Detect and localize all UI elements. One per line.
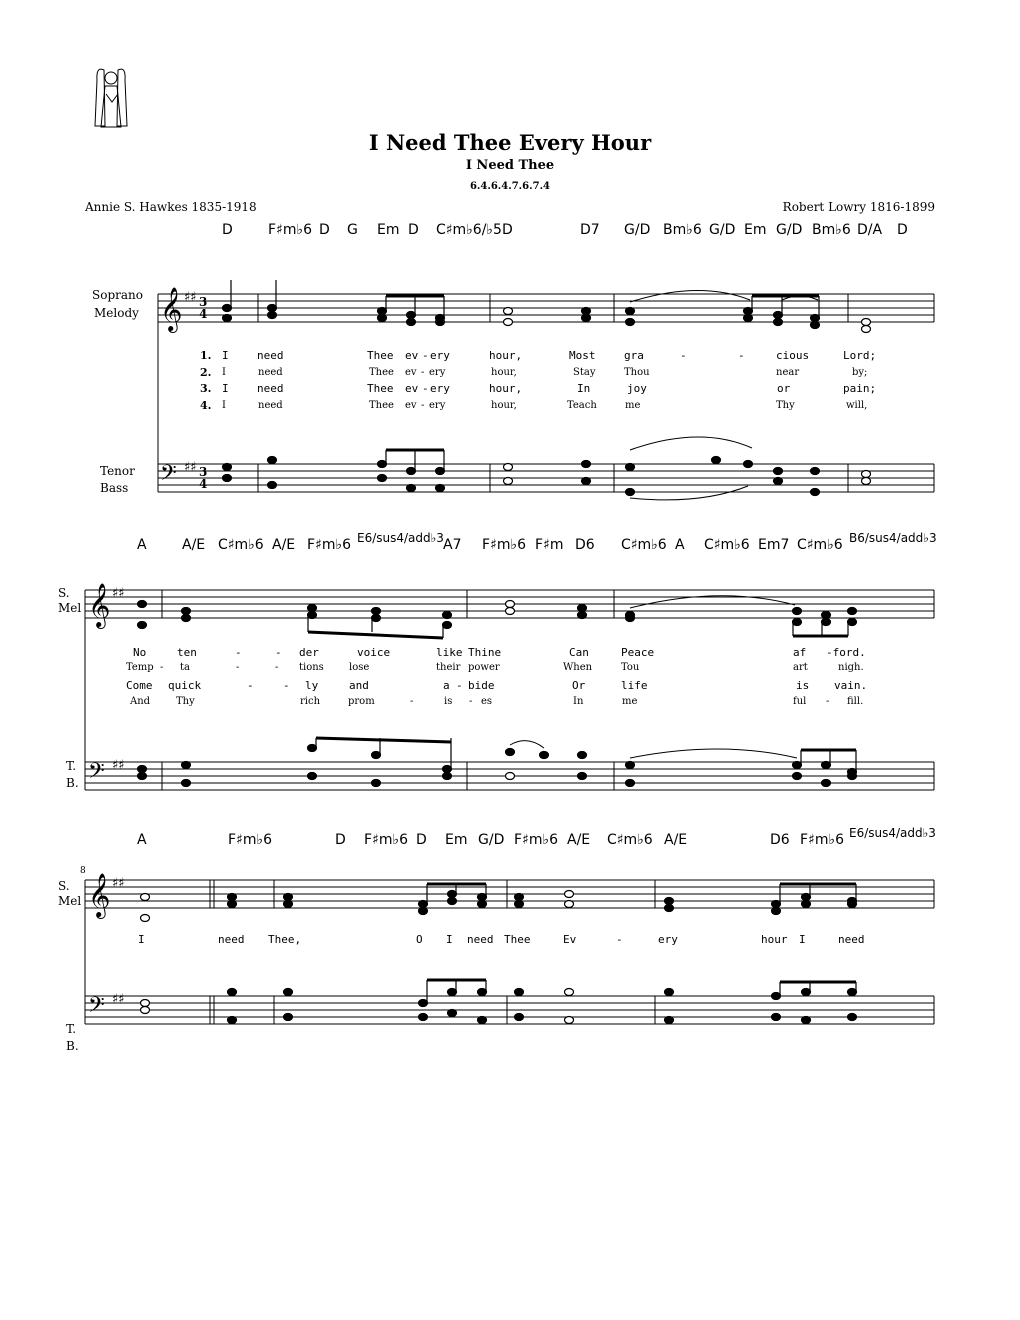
soprano-notes <box>223 280 871 333</box>
lyric-syllable: fill. <box>847 696 864 707</box>
lyric-syllable: Can <box>569 646 589 659</box>
lyric-syllable: Come <box>126 679 153 692</box>
treble-clef-icon: 𝄞 <box>160 287 183 331</box>
lyric-syllable: me <box>622 696 638 707</box>
verse-number: 2. <box>200 366 212 379</box>
lyric-syllable: - <box>275 662 279 673</box>
lyric-syllable: lose <box>349 662 370 673</box>
mel-short-label: Mel <box>58 601 82 615</box>
chord: F♯m♭6 <box>307 537 351 553</box>
lyric-syllable: a <box>443 679 450 692</box>
lyric-syllable: like <box>436 646 463 659</box>
lyric-syllable: Thine <box>468 646 502 659</box>
lyric-syllable: -ford. <box>826 646 866 659</box>
chord: D <box>897 222 908 238</box>
lyric-syllable: der <box>299 646 319 659</box>
chord: D <box>319 222 330 238</box>
lyric-syllable: will, <box>846 400 868 411</box>
lyric-syllable: prom <box>348 696 375 707</box>
lyric-syllable: In <box>573 696 584 707</box>
lyric-syllable: - <box>456 679 463 692</box>
lyric-syllable: Ev <box>563 933 577 946</box>
lyric-syllable: - <box>422 382 429 395</box>
treble-clef-icon: 𝄞 <box>88 583 111 627</box>
chord: G/D <box>624 222 651 238</box>
bass-clef-icon: 𝄢 <box>88 993 105 1023</box>
chord: B6/sus4/add♭3 <box>849 531 937 545</box>
lyric-syllable: need <box>218 933 245 946</box>
lyric-syllable: and <box>349 679 369 692</box>
bass-clef-icon: 𝄢 <box>88 759 105 789</box>
lyric-syllable: ev <box>405 349 419 362</box>
chord: F♯m♭6 <box>514 832 558 848</box>
mel-short-label: Mel <box>58 894 82 908</box>
lyric-syllable: power <box>468 662 500 673</box>
lyric-syllable: - <box>738 349 745 362</box>
lyric-syllable: ev <box>405 382 419 395</box>
chord: D6 <box>575 537 595 553</box>
lyric-syllable: I <box>138 933 145 946</box>
bass-label: Bass <box>100 481 129 495</box>
chord: C♯m♭6 <box>218 537 264 553</box>
key-sharp-icon: ♯♯ <box>112 758 125 773</box>
lyric-syllable: - <box>422 349 429 362</box>
lyric-syllable: Stay <box>573 367 596 378</box>
lyric-syllable: When <box>563 662 593 673</box>
lyric-syllable: Thee, <box>268 933 302 946</box>
lyric-syllable: - <box>421 367 425 378</box>
slur <box>630 596 795 608</box>
chord: F♯m♭6 <box>228 832 272 848</box>
slur <box>630 749 797 758</box>
lyric-syllable: hour, <box>491 400 517 411</box>
time-sig-top: 3 <box>199 465 208 479</box>
chord: E6/sus4/add♭3 <box>357 531 444 545</box>
chord: C♯m♭6 <box>621 537 667 553</box>
chord: A7 <box>443 537 462 553</box>
verse-number: 4. <box>200 399 212 412</box>
measure-number: 8 <box>80 866 86 876</box>
soprano-label: Soprano <box>92 288 143 302</box>
lyric-syllable: ev <box>405 367 417 378</box>
lyric-syllable: Thee <box>367 382 394 395</box>
angel-logo-icon <box>95 69 127 127</box>
lyric-syllable: Thy <box>176 696 195 707</box>
lyric-syllable: - <box>283 679 290 692</box>
lyric-syllable: ery <box>658 933 678 946</box>
chord: A <box>137 832 147 848</box>
lyric-syllable: ery <box>430 349 450 362</box>
lyric-syllable: Teach <box>567 400 597 411</box>
lyric-syllable: ly <box>305 679 319 692</box>
lyric-syllable: need <box>467 933 494 946</box>
chord: D <box>408 222 419 238</box>
lyric-syllable: Or <box>572 679 586 692</box>
lyric-syllable: Lord; <box>843 349 877 362</box>
lyric-syllable: vain. <box>834 679 868 692</box>
lyric-syllable: nigh. <box>838 662 864 673</box>
chord: A/E <box>664 832 688 848</box>
lyric-syllable: And <box>130 696 151 707</box>
key-sharp-icon: ♯♯ <box>184 460 197 475</box>
lyric-syllable: - <box>616 933 623 946</box>
lyric-syllable: gra <box>624 349 644 362</box>
lyric-syllable: voice <box>357 646 391 659</box>
lyric-syllable: bide <box>468 679 495 692</box>
key-sharp-icon: ♯♯ <box>112 876 125 891</box>
lyric-syllable: Tou <box>621 662 640 673</box>
hymn-subtitle: I Need Thee <box>465 158 555 173</box>
lyric-syllable: - <box>247 679 254 692</box>
lyric-syllable: Thee <box>504 933 531 946</box>
lyric-syllable: ery <box>430 382 450 395</box>
lyric-syllable: tions <box>299 662 324 673</box>
lyric-syllable: need <box>258 400 283 411</box>
lyric-syllable: ery <box>429 367 446 378</box>
lyric-syllable: - <box>160 662 164 673</box>
lyric-syllable: Thou <box>624 367 650 378</box>
soprano-notes <box>141 884 857 922</box>
chord: D/A <box>857 222 883 238</box>
lyric-syllable: - <box>826 696 830 707</box>
chord: D <box>416 832 427 848</box>
melody-label: Melody <box>94 306 139 320</box>
chord: C♯m♭6/♭5 <box>436 222 502 238</box>
time-sig-bottom: 4 <box>199 307 208 321</box>
lyric-syllable: cious <box>776 349 810 362</box>
chord: A/E <box>567 832 591 848</box>
chord: G <box>347 222 358 238</box>
verse-number: 3. <box>200 382 212 395</box>
lyric-syllable: ful <box>793 696 807 707</box>
lyric-syllable: - <box>680 349 687 362</box>
lyric-syllable: hour, <box>489 349 523 362</box>
lyric-syllable: No <box>133 646 147 659</box>
treble-clef-icon: 𝄞 <box>88 873 111 917</box>
lyric-syllable: In <box>577 382 591 395</box>
chord: G/D <box>709 222 736 238</box>
lyric-syllable: quick <box>168 679 202 692</box>
chord: A <box>675 537 685 553</box>
lyric-syllable: - <box>236 662 240 673</box>
lyric-syllable: by; <box>852 367 868 378</box>
t-short-label: T. <box>66 1022 77 1036</box>
lyric-syllable: pain; <box>843 382 877 395</box>
slur <box>630 437 752 450</box>
soprano-notes <box>138 601 857 639</box>
chord: A/E <box>272 537 296 553</box>
time-sig-bottom: 4 <box>199 477 208 491</box>
chord: Em <box>445 832 468 848</box>
chord: Bm♭6 <box>663 222 702 238</box>
b-short-label: B. <box>66 776 79 790</box>
s-short-label: S. <box>58 586 70 600</box>
lyric-syllable: Thee <box>367 349 394 362</box>
chord: F♯m♭6 <box>364 832 408 848</box>
lyric-syllable: ev <box>405 400 417 411</box>
lyric-syllable: - <box>275 646 282 659</box>
composer-credit: Robert Lowry 1816-1899 <box>782 200 935 214</box>
lyric-syllable: ery <box>429 400 446 411</box>
lyric-syllable: ten <box>177 646 197 659</box>
chord: C♯m♭6 <box>704 537 750 553</box>
lyric-syllable: O <box>416 933 423 946</box>
tenor-bass-notes <box>223 450 871 496</box>
hymn-meter: 6.4.6.4.7.6.7.4 <box>469 181 551 192</box>
bass-clef-icon: 𝄢 <box>160 461 177 491</box>
lyric-syllable: Peace <box>621 646 655 659</box>
lyric-syllable: I <box>222 400 226 411</box>
lyric-syllable: Temp <box>126 662 154 673</box>
chord: C♯m♭6 <box>607 832 653 848</box>
lyric-syllable: their <box>436 662 461 673</box>
chord: G/D <box>478 832 505 848</box>
lyric-syllable: hour, <box>491 367 517 378</box>
key-sharp-icon: ♯♯ <box>112 992 125 1007</box>
chord: A/E <box>182 537 206 553</box>
chord: Em <box>744 222 767 238</box>
lyric-syllable: - <box>235 646 242 659</box>
lyric-syllable: I <box>799 933 806 946</box>
lyric-syllable: need <box>258 367 283 378</box>
key-sharp-icon: ♯♯ <box>112 586 125 601</box>
lyric-syllable: is <box>796 679 810 692</box>
lyric-syllable: I <box>222 382 229 395</box>
lyric-syllable: need <box>257 349 284 362</box>
lyric-syllable: hour, <box>489 382 523 395</box>
lyric-syllable: - <box>410 696 414 707</box>
lyric-syllable: af <box>793 646 807 659</box>
chord: F♯m <box>535 537 564 553</box>
hymn-title: I Need Thee Every Hour <box>368 130 652 155</box>
lyric-syllable: Thy <box>776 400 795 411</box>
slur <box>630 486 748 500</box>
lyric-syllable: need <box>838 933 865 946</box>
lyric-syllable: hour <box>761 933 788 946</box>
lyric-syllable: - <box>421 400 425 411</box>
chord: D7 <box>580 222 600 238</box>
chord: Bm♭6 <box>812 222 851 238</box>
lyric-syllable: es <box>481 696 493 707</box>
chord: D6 <box>770 832 790 848</box>
lyric-syllable: need <box>257 382 284 395</box>
lyric-syllable: or <box>777 382 791 395</box>
chord: D <box>222 222 233 238</box>
lyric-syllable: I <box>222 367 226 378</box>
lyric-syllable: rich <box>300 696 321 707</box>
tie <box>510 741 544 748</box>
verse-number: 1. <box>200 349 212 362</box>
t-short-label: T. <box>66 759 77 773</box>
slur <box>630 290 750 302</box>
lyric-syllable: life <box>621 679 648 692</box>
chord: E6/sus4/add♭3 <box>849 826 936 840</box>
key-sharp-icon: ♯♯ <box>184 290 197 305</box>
lyric-syllable: - <box>469 696 473 707</box>
poet-credit: Annie S. Hawkes 1835-1918 <box>85 200 257 214</box>
s-short-label: S. <box>58 879 70 893</box>
lyric-syllable: near <box>776 367 800 378</box>
lyric-syllable: I <box>446 933 453 946</box>
chord: A <box>137 537 147 553</box>
chord: G/D <box>776 222 803 238</box>
lyric-syllable: joy <box>627 382 647 395</box>
lyric-syllable: art <box>793 662 808 673</box>
tenor-label: Tenor <box>100 464 135 478</box>
lyric-syllable: Thee <box>369 367 394 378</box>
lyric-syllable: ta <box>180 662 190 673</box>
chord: F♯m♭6 <box>482 537 526 553</box>
chord: D <box>335 832 346 848</box>
time-sig-top: 3 <box>199 295 208 309</box>
system-3 <box>85 873 934 1024</box>
b-short-label: B. <box>66 1039 79 1053</box>
chord: Em <box>377 222 400 238</box>
lyric-syllable: is <box>444 696 453 707</box>
lyric-syllable: Thee <box>369 400 394 411</box>
lyric-syllable: Most <box>569 349 596 362</box>
chord: F♯m♭6 <box>268 222 312 238</box>
chord: F♯m♭6 <box>800 832 844 848</box>
chord: Em7 <box>758 537 790 553</box>
chord: C♯m♭6 <box>797 537 843 553</box>
lyric-syllable: me <box>625 400 641 411</box>
chord: D <box>502 222 513 238</box>
lyric-syllable: I <box>222 349 229 362</box>
